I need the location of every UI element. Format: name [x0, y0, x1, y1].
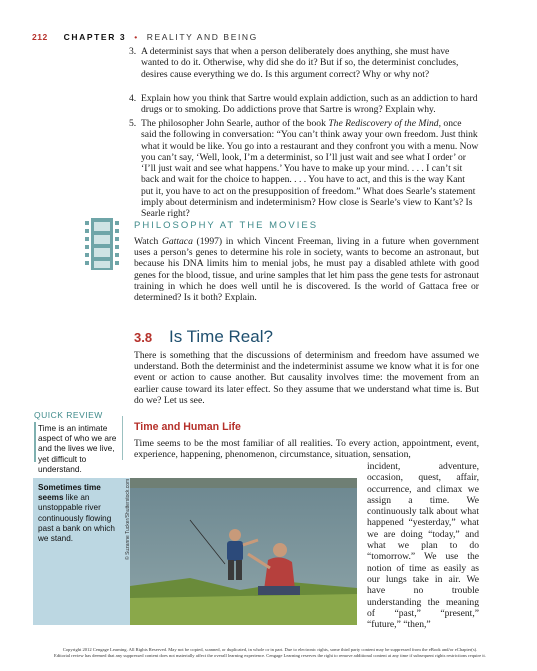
header-separator: •: [134, 32, 139, 42]
section-number: 3.8: [134, 330, 153, 345]
quick-review-bar: [34, 422, 36, 462]
question-text-rest: once said the following in conversation: “You can’t think away your own freedom. Just think what it would be like. You go into a restaurant and they confront you with a menu. Now you can’t say, ‘Well, look, I’m a determinist, so I’ll just wait and see what I order’ or ‘I’ll just wait and see what happens.’ You have to make up your mind. . . . I can’t sit back and wait for the choice to happen. . . . You have to act, and this is the way Kant put it, you have to act on the presupposition of freedom.” What does Searle’s statement imply about determinism and indeterminism? How close is Searle’s view to Kant’s? Is Searle right?: [141, 118, 479, 220]
photo-credit: © Suzanne Tucker/Shutterstock.com: [125, 478, 131, 560]
question-text: A determinist says that when a person deliberately does anything, she must have wanted to do it. Otherwise, why did she do it? But if so, the determinist concludes, desires cause everything we do. Is this argument correct? Why or why not?: [141, 46, 459, 80]
quick-review-text: Time is an intimate aspect of who we are and the lives we live, yet difficult to understand.: [38, 423, 117, 474]
running-head: [32, 32, 258, 42]
question-3: [129, 46, 479, 80]
footer-line-1: Copyright 2012 Cengage Learning. All Rights Reserved. May not be copied, scanned, or duplicated, in whole or in part. Due to electronic rights, some third party content may be suppressed from the eBook and/or eChapter(s).: [62, 647, 478, 652]
question-number: 3.: [129, 46, 137, 57]
river-photo: [130, 478, 357, 625]
film-title: Gattaca: [161, 236, 193, 247]
copyright-footer: [40, 647, 500, 659]
question-5: [129, 118, 479, 220]
caption-bold: Sometimes time seems: [38, 483, 101, 503]
figure-caption: [38, 483, 126, 544]
question-number: 4.: [129, 93, 137, 104]
question-text-start: The philosopher John Searle, author of the book: [141, 118, 329, 129]
question-number: 5.: [129, 118, 137, 129]
section-intro: There is something that the discussions of determinism and freedom have assumed we understand. Both the determinist and the indeterminist assume we know what it is for one event or action to cause another. But causality involves time: the movement from an earlier cause toward its later effect. So they assume that we understand what time is. But do we? Let us see.: [134, 350, 479, 406]
subsection-title: Time and Human Life: [134, 421, 241, 433]
book-title: The Rediscovery of the Mind,: [328, 118, 442, 129]
subsection-paragraph-top: Time seems to be the most familiar of all realities. To every action, appointment, event, experience, happening, phenomenon, circumstance, situation, sensation,: [134, 438, 479, 461]
question-text: Explain how you think that Sartre would explain addiction, such as an addiction to hard drugs or to smoking. Do addictions prove that Sartre is wrong? Explain why.: [141, 93, 478, 116]
movies-watch: Watch: [134, 236, 162, 247]
movies-heading: PHILOSOPHY AT THE MOVIES: [134, 220, 319, 231]
subsection-paragraph-side: incident, adventure, occasion, quest, affair, occurrence, and climax we assign a time. We continuously talk about what happened “yesterday,” what we are doing “today,” and what we plan to do “tomorrow.” We use the notion of time as easily as our lungs take in air. We have no trouble understanding the meaning of “past,” “present,” “future,” “then,”: [367, 461, 479, 631]
quick-review-title: QUICK REVIEW: [34, 410, 103, 420]
movies-paragraph: [134, 236, 479, 303]
film-strip-icon: [84, 218, 120, 275]
caption-rest: like an unstoppable river continuously flowing past a bank on which we stand.: [38, 493, 115, 544]
chapter-title: REALITY AND BEING: [146, 32, 258, 42]
footer-line-2: Editorial review has deemed that any suppressed content does not materially affect the overall learning experience. Cengage Learning reserves the right to remove additional content at any time if subsequent rights restrictions require it.: [54, 653, 486, 658]
movies-body: (1997) in which Vincent Freeman, living in a future when government uses a person’s genes to determine his role in society, wants to become an astronaut, but because his DNA limits him to menial jobs, he must pay a disabled athlete with good genes for the blood, tissue, and urine samples that let him pass the gene tests for astronaut training in which he does well until he is discovered. Is the world of Gattaca free or determined? Is it both? Explain.: [134, 236, 479, 304]
subsection-rule: [122, 416, 123, 460]
section-title: Is Time Real?: [169, 327, 273, 346]
chapter-label: CHAPTER 3: [63, 32, 127, 42]
question-4: [129, 93, 479, 116]
page-number: 212: [32, 32, 48, 42]
